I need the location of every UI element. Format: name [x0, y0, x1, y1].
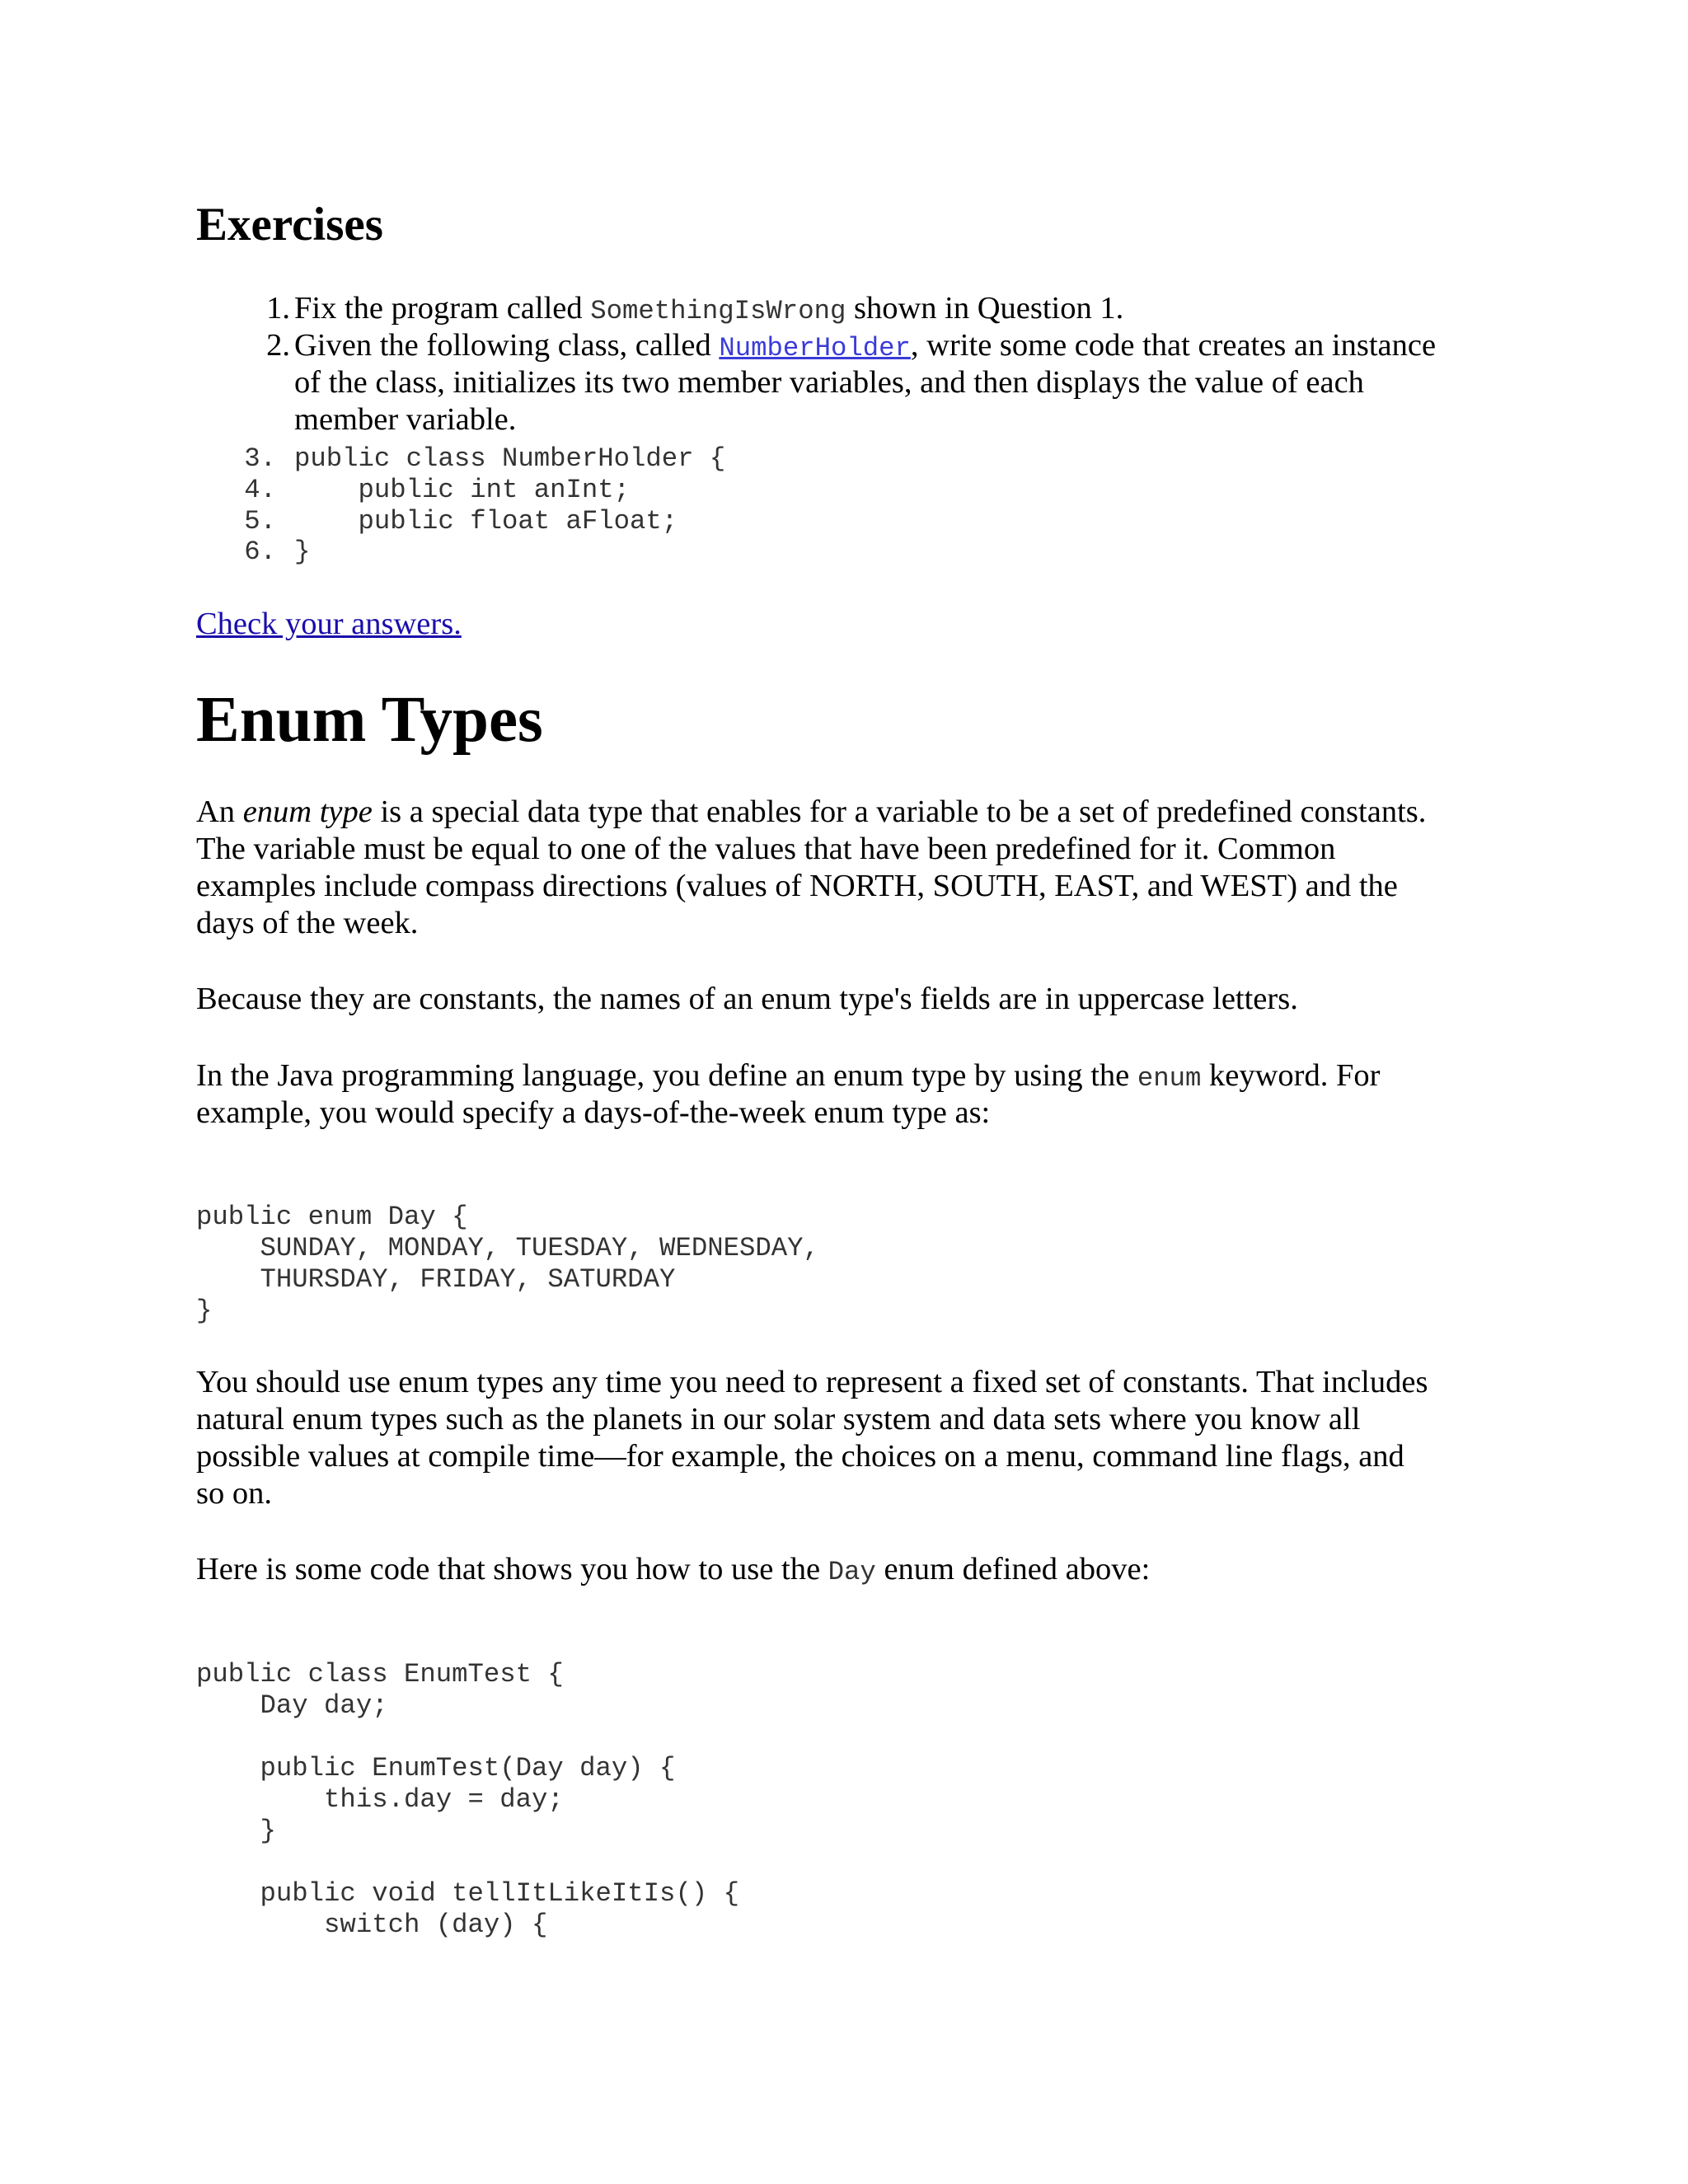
paragraph-text: enum defined above:: [875, 1552, 1151, 1586]
list-item-number: 2.: [266, 328, 290, 363]
list-item-text: , write some code that creates an instance: [910, 328, 1437, 363]
paragraph-line: natural enum types such as the planets in our solar system and data sets where you know all: [196, 1402, 1361, 1436]
list-item: [294, 290, 1123, 330]
list-item-text: member variable.: [294, 402, 517, 437]
inline-code: SomethingIsWrong: [590, 296, 846, 326]
paragraph-line: days of the week.: [196, 906, 419, 940]
paragraph-text: Here is some code that shows you how to use the: [196, 1552, 828, 1586]
paragraph-line: Because they are constants, the names of an enum type's fields are in uppercase letters.: [196, 982, 1298, 1016]
code-line: public int anInt;: [294, 475, 631, 505]
code-line: public class NumberHolder {: [294, 443, 726, 474]
inline-code: Day: [828, 1557, 876, 1587]
code-line: switch (day) {: [196, 1910, 548, 1940]
list-item-text: Given the following class, called: [294, 328, 720, 363]
code-line: SUNDAY, MONDAY, TUESDAY, WEDNESDAY,: [196, 1233, 819, 1263]
list-item-number: 4.: [244, 475, 276, 505]
list-item-number: 1.: [266, 291, 290, 326]
number-holder-link[interactable]: NumberHolder: [719, 333, 911, 363]
code-line: Day day;: [196, 1690, 388, 1721]
exercises-heading: Exercises: [196, 199, 383, 251]
check-answers-link[interactable]: Check your answers.: [196, 607, 462, 641]
paragraph-line: [196, 1551, 1150, 1591]
paragraph-text: keyword. For: [1201, 1058, 1381, 1093]
code-line: this.day = day;: [196, 1784, 564, 1815]
paragraph-line: The variable must be equal to one of the values that have been predefined for it. Common: [196, 832, 1336, 866]
enum-types-heading: Enum Types: [196, 684, 543, 756]
paragraph-line: so on.: [196, 1476, 272, 1511]
code-line: }: [196, 1296, 213, 1326]
list-item-text: shown in Question 1.: [846, 291, 1124, 326]
code-line: public float aFloat;: [294, 506, 678, 537]
inline-code: enum: [1137, 1063, 1202, 1094]
paragraph-text: An: [196, 794, 243, 829]
paragraph-text: In the Java programming language, you define an enum type by using the: [196, 1058, 1137, 1093]
code-line: }: [196, 1816, 276, 1846]
code-line: public EnumTest(Day day) {: [196, 1753, 676, 1783]
code-line: public class EnumTest {: [196, 1659, 564, 1690]
list-item-text: of the class, initializes its two member variables, and then displays the value of each: [294, 365, 1364, 400]
paragraph-line: [196, 794, 1426, 831]
list-item: [294, 327, 1436, 367]
paragraph-text: is a special data type that enables for a variable to be a set of predefined constants.: [372, 794, 1427, 829]
paragraph-line: You should use enum types any time you need to represent a fixed set of constants. That includes: [196, 1365, 1428, 1399]
list-item-number: 6.: [244, 537, 276, 567]
paragraph-line: [196, 1057, 1380, 1097]
emphasis-text: enum type: [242, 794, 373, 829]
paragraph-line: possible values at compile time—for example, the choices on a menu, command line flags, and: [196, 1439, 1404, 1474]
code-line: public enum Day {: [196, 1202, 468, 1232]
list-item-number: 3.: [244, 443, 276, 474]
code-line: public void tellItLikeItIs() {: [196, 1878, 739, 1909]
list-item-text: Fix the program called: [294, 291, 591, 326]
code-line: THURSDAY, FRIDAY, SATURDAY: [196, 1264, 676, 1295]
list-item-number: 5.: [244, 506, 276, 537]
code-line: }: [294, 537, 311, 567]
paragraph-line: example, you would specify a days-of-the-week enum type as:: [196, 1095, 991, 1130]
paragraph-line: examples include compass directions (values of NORTH, SOUTH, EAST, and WEST) and the: [196, 869, 1398, 903]
